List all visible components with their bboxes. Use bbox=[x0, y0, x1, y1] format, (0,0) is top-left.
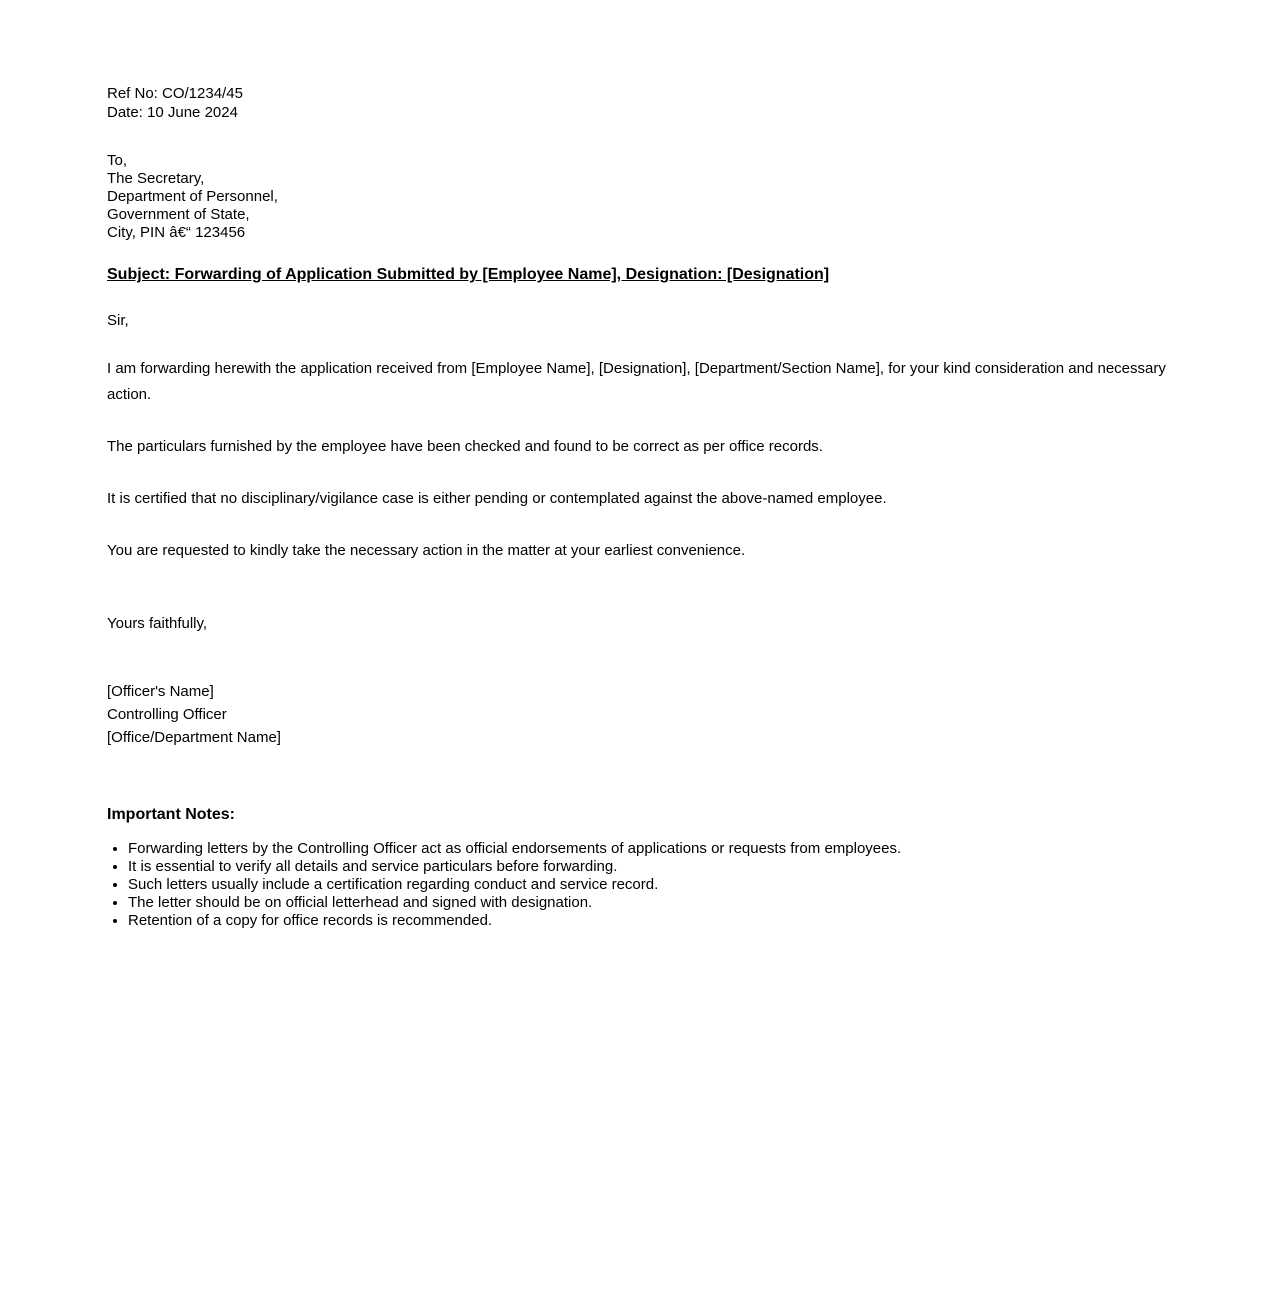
notes-list bbox=[107, 840, 1166, 930]
note-item: • It is essential to verify all details and service particulars before forwarding. bbox=[128, 858, 1166, 876]
body-paragraph: I am forwarding herewith the application received from [Employee Name], [Designation], [Department/Section Name], for your kind consideration and necessary action. bbox=[107, 360, 1166, 403]
signature-line-name: [Officer's Name] bbox=[107, 683, 214, 700]
notes-heading: Important Notes: bbox=[107, 806, 235, 823]
address-line: To, bbox=[107, 152, 128, 169]
note-item: • The letter should be on official letterhead and signed with designation. bbox=[128, 894, 1166, 912]
note-item: • Retention of a copy for office records is recommended. bbox=[128, 912, 1166, 930]
salutation: Sir, bbox=[107, 312, 129, 329]
body-paragraph: It is certified that no disciplinary/vigilance case is either pending or contemplated against the above-named employee. bbox=[107, 490, 887, 507]
signature-line-office: [Office/Department Name] bbox=[107, 729, 281, 746]
letter-date: Date: 10 June 2024 bbox=[107, 104, 238, 121]
subject-line: Subject: Forwarding of Application Submitted by [Employee Name], Designation: [Designation] bbox=[107, 266, 830, 283]
signature-block bbox=[107, 680, 1166, 749]
recipient-address bbox=[107, 152, 1166, 242]
address-line: Department of Personnel, bbox=[107, 188, 278, 205]
address-line: City, PIN â€“ 123456 bbox=[107, 224, 246, 241]
signature-line-title: Controlling Officer bbox=[107, 706, 227, 723]
note-item: • Forwarding letters by the Controlling Officer act as official endorsements of applications or requests from employees. bbox=[128, 840, 1166, 858]
body-paragraph: The particulars furnished by the employee have been checked and found to be correct as per office records. bbox=[107, 438, 823, 455]
note-item: • Such letters usually include a certification regarding conduct and service record. bbox=[128, 876, 1166, 894]
closing-salutation: Yours faithfully, bbox=[107, 615, 208, 632]
address-line: Government of State, bbox=[107, 206, 250, 223]
address-line: The Secretary, bbox=[107, 170, 205, 187]
reference-block bbox=[107, 84, 1166, 122]
ref-no: Ref No: CO/1234/45 bbox=[107, 85, 243, 102]
body-paragraph: You are requested to kindly take the necessary action in the matter at your earliest convenience. bbox=[107, 542, 746, 559]
